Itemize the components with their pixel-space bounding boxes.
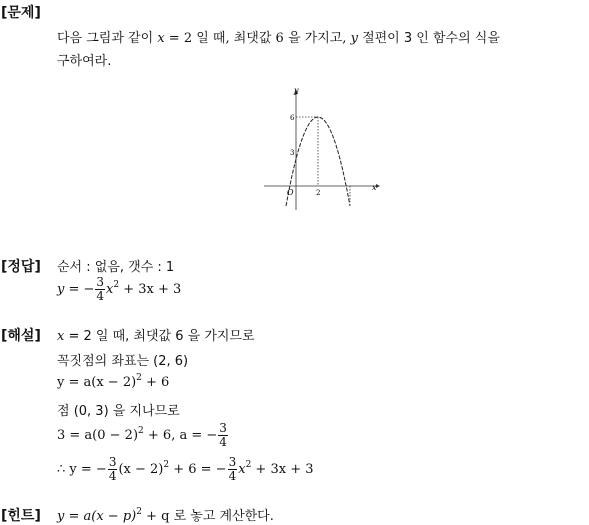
x-tick-vertex: 2 bbox=[316, 189, 321, 197]
x-axis-arrow bbox=[376, 184, 380, 188]
hint-tag: [힌트] bbox=[1, 508, 41, 524]
explanation-line-2: 꼭짓점의 좌표는 (2, 6) bbox=[57, 354, 189, 369]
answer-meta: 순서 : 없음, 갯수 : 1 bbox=[57, 260, 175, 275]
explanation-line-5: $3 = a(0 - 2)^2 + 6$, a = − $\frac{3}{4}$ bbox=[57, 421, 227, 449]
problem-line-2: 구하여라. bbox=[57, 54, 112, 69]
explanation-fraction-3: $\frac{3}{4}$ bbox=[228, 455, 237, 483]
y-tick-intercept: 3 bbox=[290, 149, 295, 157]
x-axis-label: x bbox=[372, 183, 377, 192]
explanation-tag: [해설] bbox=[1, 328, 41, 344]
problem-line-1: 다음 그림과 같이 x = 2 일 때, 최댓값 6 을 가지고, y 절편이 3 인 함수의 식을 bbox=[57, 31, 500, 46]
y-tick-max: 6 bbox=[290, 114, 295, 122]
explanation-line-6: ∴ y = − $\frac{3}{4}$ $(x - 2)^2 + 6$ = − $\frac{3}{4}$ $x^2 + 3x + 3$ bbox=[57, 455, 314, 483]
y-axis-label: y bbox=[294, 86, 299, 95]
problem-tag: [문제] bbox=[1, 5, 41, 21]
answer-tag: [정답] bbox=[1, 259, 41, 275]
explanation-line-4: 점 (0, 3) 을 지나므로 bbox=[57, 404, 180, 419]
answer-fraction: $\frac{3}{4}$ bbox=[96, 275, 105, 303]
parabola-figure bbox=[258, 84, 382, 212]
origin-label: O bbox=[287, 188, 294, 197]
explanation-line-3: $y = a(x - 2)^2 + 6$ bbox=[57, 373, 170, 390]
explanation-fraction-1: $\frac{3}{4}$ bbox=[219, 421, 227, 449]
hint-line: $y = a(x - p)^2 + q$ 로 놓고 계산한다. bbox=[57, 507, 274, 524]
explanation-fraction-2: $\frac{3}{4}$ bbox=[108, 455, 117, 483]
explanation-line-1: x = 2 일 때, 최댓값 6 을 가지므로 bbox=[57, 329, 255, 344]
answer-equation: y = − $\frac{3}{4}$ $x^2 + 3x + 3$ bbox=[57, 275, 182, 303]
